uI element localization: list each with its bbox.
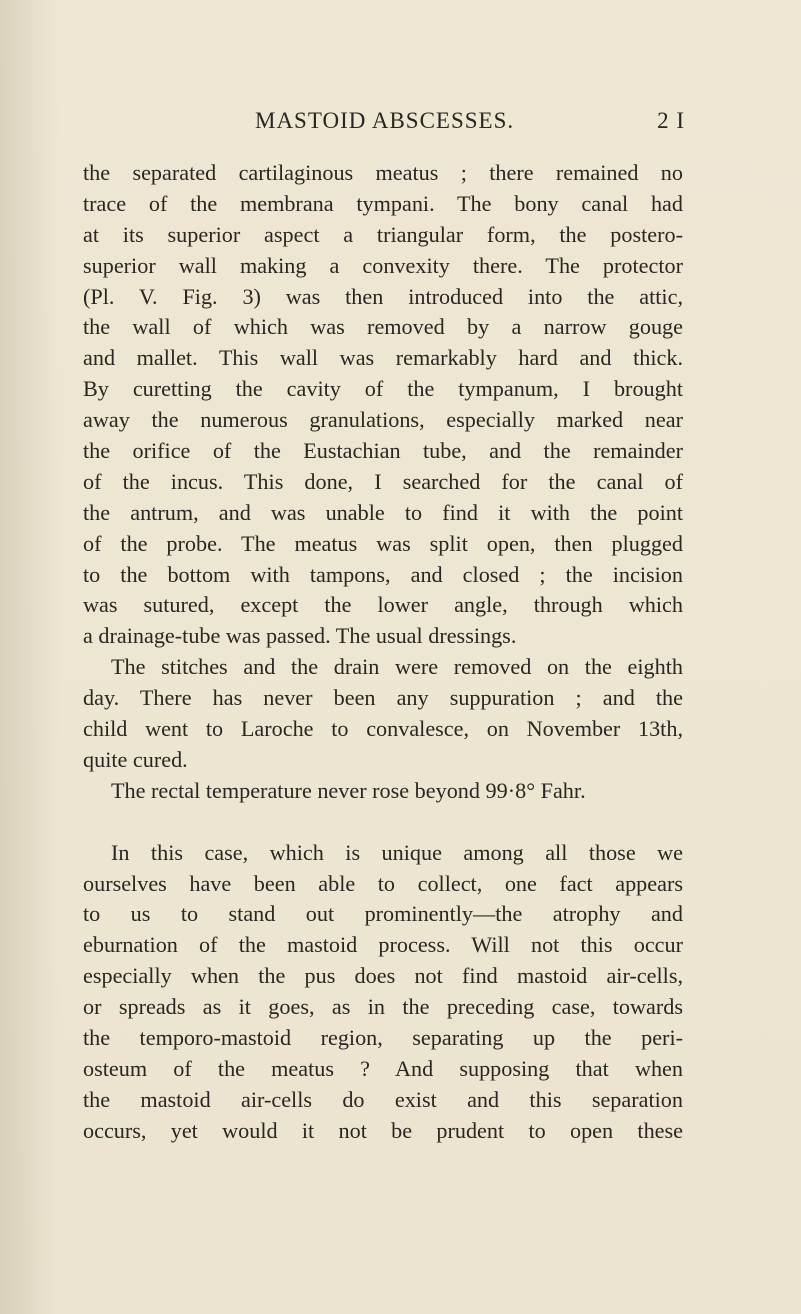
text-line: In this case, which is unique among all those we [111, 839, 683, 865]
text-line: the separated cartilaginous meatus ; there remained no [83, 160, 683, 185]
text-line: the mastoid air-cells do exist and this separation [83, 1086, 683, 1112]
text-line: the wall of which was removed by a narrow gouge [83, 314, 683, 340]
text-line: away the numerous granulations, especially marked near [83, 407, 683, 433]
text-line: trace of the membrana tympani. The bony canal had [83, 190, 683, 216]
text-line: the orifice of the Eustachian tube, and the remainder [83, 438, 683, 464]
text-line: superior wall making a convexity there. The protector [83, 252, 683, 278]
page-number: 2 I [657, 108, 685, 133]
text-line: eburnation of the mastoid process. Will not this occur [83, 932, 683, 958]
paragraph [83, 776, 683, 807]
paragraph [83, 652, 683, 776]
text-line: and mallet. This wall was remarkably hard and thick. [83, 345, 683, 371]
text-line: to us to stand out prominently—the atrophy and [83, 901, 683, 927]
paragraph [83, 158, 683, 652]
text-line: quite cured. [83, 746, 188, 772]
text-line: of the probe. The meatus was split open, then plugged [83, 530, 683, 556]
text-line: at its superior aspect a triangular form, the postero- [83, 221, 683, 247]
paragraph [83, 838, 683, 1147]
running-title: MASTOID ABSCESSES. [255, 108, 515, 133]
text-line: child went to Laroche to convalesce, on November 13th, [83, 716, 683, 742]
text-line: to the bottom with tampons, and closed ; the incision [83, 561, 683, 587]
text-line: or spreads as it goes, as in the preceding case, towards [83, 994, 683, 1020]
text-line: (Pl. V. Fig. 3) was then introduced into the attic, [83, 283, 683, 309]
text-line: the temporo-mastoid region, separating up the peri- [83, 1025, 683, 1051]
text-line: especially when the pus does not find mastoid air-cells, [83, 963, 683, 989]
text-line: ourselves have been able to collect, one fact appears [83, 870, 683, 896]
text-line: occurs, yet would it not be prudent to open these [83, 1117, 683, 1143]
text-line: of the incus. This done, I searched for the canal of [83, 468, 683, 494]
paragraph-gap [83, 807, 683, 838]
text-line: The stitches and the drain were removed on the eighth [111, 654, 683, 680]
page-header [255, 108, 685, 138]
text-line: osteum of the meatus ? And supposing that when [83, 1055, 683, 1081]
text-line: The rectal temperature never rose beyond 99·8° Fahr. [111, 777, 586, 803]
body-text [83, 158, 683, 1147]
text-line: day. There has never been any suppuration ; and the [83, 685, 683, 711]
text-line: By curetting the cavity of the tympanum, I brought [83, 376, 683, 402]
text-line: the antrum, and was unable to find it with the point [83, 499, 683, 525]
text-line: a drainage-tube was passed. The usual dressings. [83, 623, 517, 649]
text-line: was sutured, except the lower angle, through which [83, 592, 683, 618]
